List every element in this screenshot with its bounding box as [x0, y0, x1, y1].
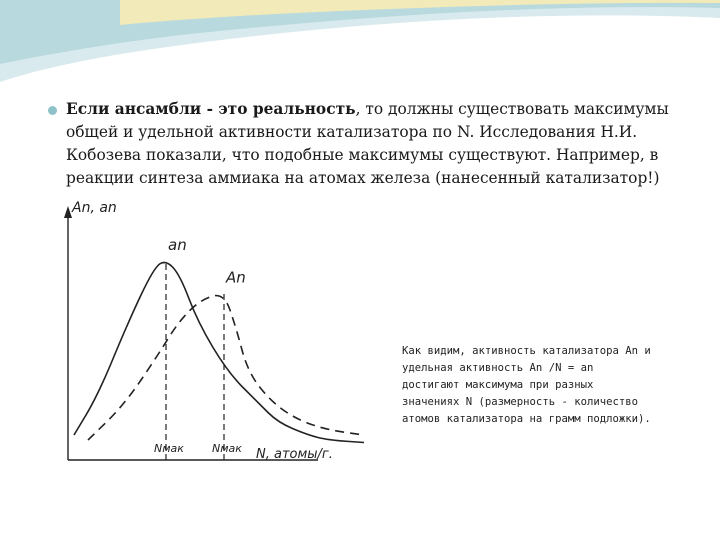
x-axis-label: N, атомы/г.	[256, 447, 333, 462]
bullet-text	[66, 98, 674, 190]
bullet-marker	[48, 106, 57, 115]
y-axis-arrow	[64, 206, 72, 218]
series-label-an: an	[168, 236, 187, 254]
bullet-rest: , то должны существовать максимумы общей и удельной активности катализатора по N. Исследования Н.И. Кобозева показали, что подобные максимумы существуют. Например, в реакции синтеза аммиака на атомах железа (нанесенный катализатор!)	[66, 100, 669, 187]
y-axis-label: An, an	[72, 200, 117, 216]
peak-marker-label-2: Nмак	[212, 442, 242, 455]
series-label-An: An	[226, 268, 246, 287]
header-swoosh-decoration	[0, 0, 720, 110]
series-line-an	[74, 263, 364, 443]
activity-chart	[58, 190, 378, 470]
peak-marker-label-1: Nмак	[154, 442, 184, 455]
explanation-note: Как видим, активность катализатора An и удельная активность An /N = an достигают максимума при разных значениях N (размерность - количество атомов катализатора на грамм подложки).	[402, 345, 651, 425]
bullet-bold-lead: Если ансамбли - это реальность	[66, 100, 356, 118]
